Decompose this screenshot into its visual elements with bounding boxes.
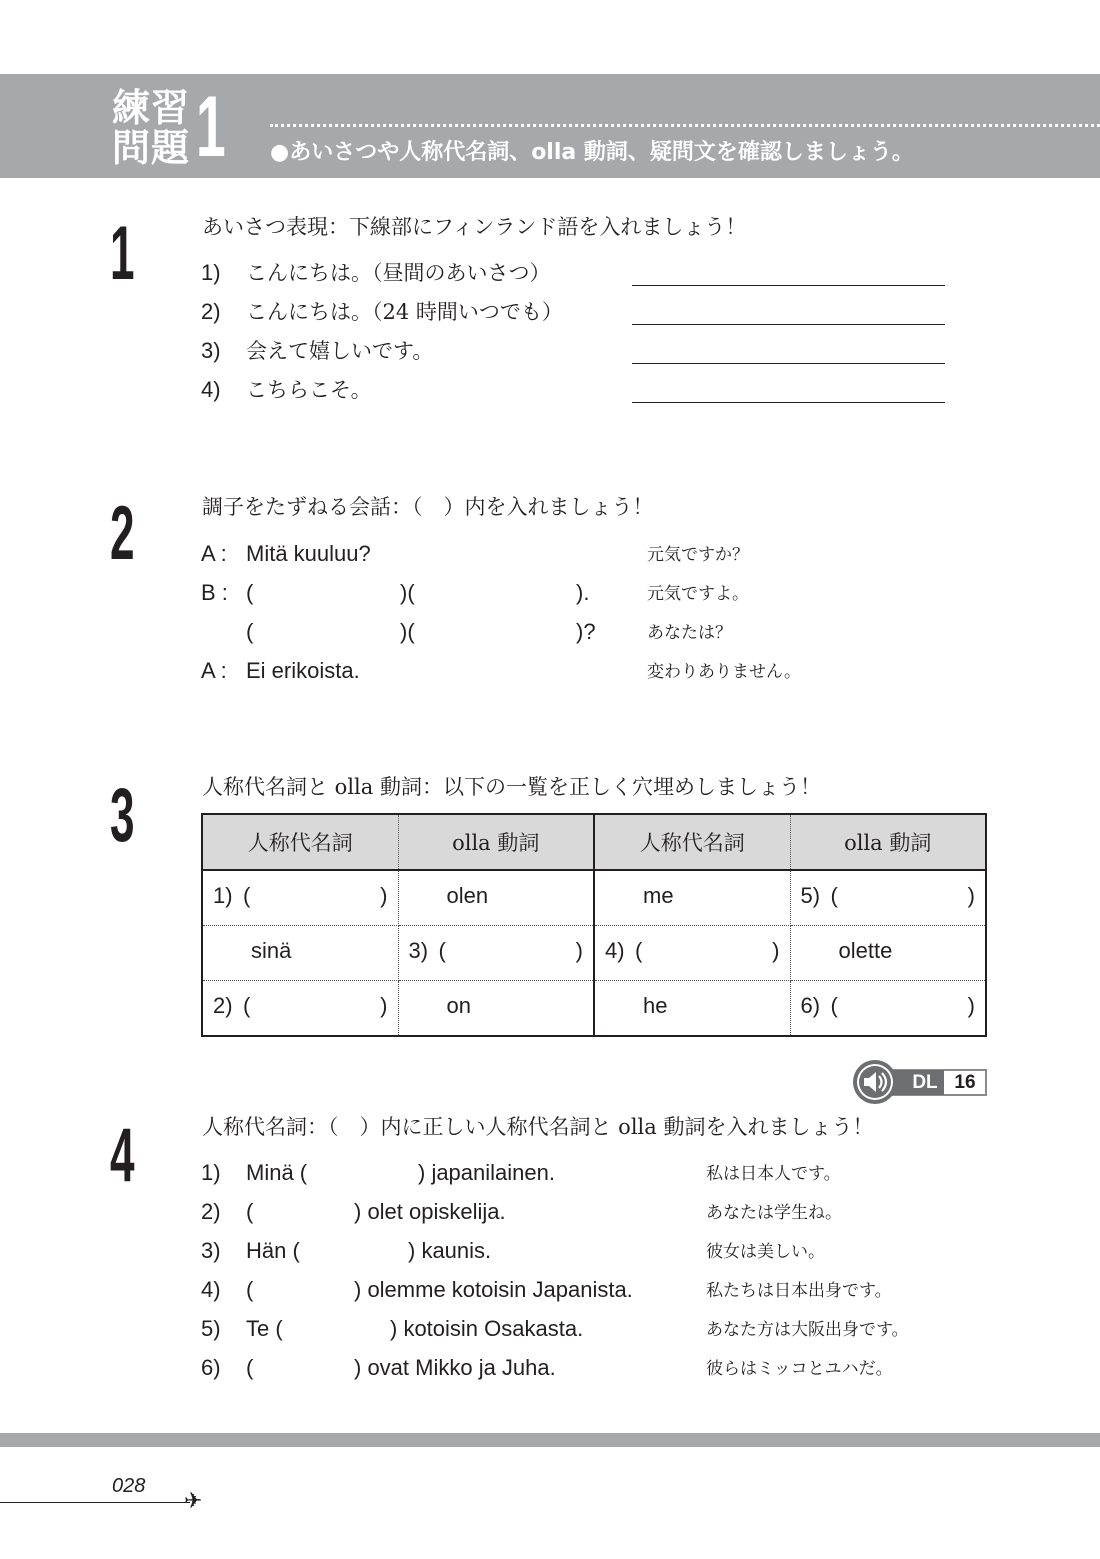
table-row [202, 926, 986, 981]
table-cell [594, 870, 790, 926]
s1-item-3-answer-line[interactable] [632, 363, 945, 364]
pronoun-verb-table [201, 813, 987, 1037]
cell-word: sinä [251, 938, 292, 963]
s1-item-2-answer-line[interactable] [632, 324, 945, 325]
s4-item-2-translation: あなたは学生ね。 [706, 1203, 842, 1223]
table-cell-blank[interactable] [202, 981, 398, 1037]
table-cell-blank[interactable] [202, 870, 398, 926]
s2-line-1-translation: 元気ですか？ [647, 545, 749, 565]
table-cell [790, 926, 986, 981]
s2-line-4-translation: 変わりありません。 [647, 662, 802, 682]
table-row [202, 981, 986, 1037]
cell-number: 4) [605, 938, 625, 963]
s4-item-3-post: ) kaunis. [408, 1238, 492, 1263]
s2-line-2-speaker: B : [201, 580, 228, 605]
s2-line-2-mid-paren[interactable]: )( [400, 580, 415, 605]
s2-line-4-text: Ei erikoista. [246, 658, 360, 683]
table-row [202, 870, 986, 926]
airplane-icon: ✈ [184, 1489, 203, 1514]
cell-number: 5) [800, 883, 821, 908]
cell-number: 3) [408, 938, 429, 963]
table-cell [398, 870, 594, 926]
footer-band [0, 1433, 1100, 1447]
cell-number: 2) [213, 993, 233, 1018]
section-1-title: あいさつ表現：下線部にフィンランド語を入れましょう！ [202, 215, 747, 239]
s4-item-6-post: ) ovat Mikko ja Juha. [354, 1355, 556, 1380]
s2-line-3-open-paren: ( [246, 619, 254, 644]
s1-item-4-answer-line[interactable] [632, 402, 945, 403]
s4-item-5-post: ) kotoisin Osakasta. [390, 1316, 584, 1341]
s1-item-3-num: 3) [201, 338, 221, 363]
cell-word: olen [446, 883, 489, 908]
section-4-title: 人称代名詞：（ ）内に正しい人称代名詞と olla 動詞を入れましょう！ [202, 1115, 874, 1139]
section-2-title: 調子をたずねる会話：（ ）内を入れましょう！ [202, 495, 654, 519]
table-header-pronoun: 人称代名詞 [594, 814, 790, 870]
cell-open-paren: ( [635, 938, 643, 963]
header-word-problem: 問題 [112, 126, 191, 170]
section-number-3: 3 [110, 773, 135, 858]
s2-line-3-mid-paren[interactable]: )( [400, 619, 415, 644]
dl-label: DL [912, 1072, 938, 1093]
table-header-row [202, 814, 986, 870]
s4-item-3-translation: 彼女は美しい。 [706, 1242, 825, 1262]
cell-open-paren: ( [243, 993, 251, 1018]
s4-item-5-pre: Te ( [246, 1316, 283, 1341]
s1-item-4-text: こちらこそ。 [246, 378, 372, 402]
s4-item-5-num: 5) [201, 1316, 221, 1341]
s4-item-6-translation: 彼らはミッコとユハだ。 [706, 1359, 893, 1379]
s4-item-1-post: ) japanilainen. [418, 1160, 555, 1185]
s2-line-2-translation: 元気ですよ。 [647, 584, 749, 604]
table-header-verb: olla 動詞 [790, 814, 986, 870]
table-cell-blank[interactable] [790, 981, 986, 1037]
s1-item-1-num: 1) [201, 260, 221, 285]
s1-item-3-text: 会えて嬉しいです。 [246, 339, 434, 363]
s4-item-5-translation: あなた方は大阪出身です。 [706, 1320, 909, 1340]
header-word-practice: 練習 [112, 86, 191, 130]
cell-open-paren: ( [830, 883, 838, 908]
cell-open-paren: ( [243, 883, 251, 908]
table-cell [594, 981, 790, 1037]
section-number-2: 2 [110, 491, 135, 576]
s4-item-2-post: ) olet opiskelija. [354, 1199, 506, 1224]
section-number-1: 1 [110, 211, 135, 296]
table-cell [398, 981, 594, 1037]
cell-open-paren: ( [830, 993, 838, 1018]
cell-close-paren: ) [380, 883, 388, 908]
s4-item-1-translation: 私は日本人です。 [706, 1164, 841, 1184]
header-subtitle: ●あいさつや人称代名詞、olla 動詞、疑問文を確認しましょう。 [270, 140, 914, 165]
s4-item-6-pre: ( [246, 1355, 254, 1380]
cell-number: 6) [800, 993, 821, 1018]
header-dotted-divider [270, 124, 1100, 127]
cell-word: he [643, 993, 668, 1018]
s1-item-4-num: 4) [201, 377, 221, 402]
s1-item-2-text: こんにちは。（24 時間いつでも） [246, 300, 563, 324]
cell-open-paren: ( [438, 938, 446, 963]
s2-line-1-speaker: A : [201, 541, 227, 566]
cell-word: olette [838, 938, 893, 963]
cell-word: on [446, 993, 471, 1018]
s4-item-3-pre: Hän ( [246, 1238, 300, 1263]
page-number-rule [0, 1502, 190, 1503]
table-header-verb: olla 動詞 [398, 814, 594, 870]
s2-line-3-translation: あなたは？ [647, 623, 732, 643]
s4-item-4-translation: 私たちは日本出身です。 [706, 1281, 892, 1301]
s4-item-2-num: 2) [201, 1199, 221, 1224]
s1-item-1-answer-line[interactable] [632, 285, 945, 286]
header-number: 1 [196, 79, 226, 175]
s4-item-4-post: ) olemme kotoisin Japanista. [354, 1277, 633, 1302]
cell-close-paren: ) [772, 938, 780, 963]
download-audio-badge[interactable] [852, 1059, 988, 1105]
cell-close-paren: ) [575, 938, 583, 963]
s4-item-6-num: 6) [201, 1355, 221, 1380]
cell-close-paren: ) [380, 993, 388, 1018]
s4-item-1-pre: Minä ( [246, 1160, 308, 1185]
s1-item-1-text: こんにちは。（昼間のあいさつ） [246, 261, 551, 285]
dl-track-number: 16 [954, 1072, 976, 1093]
cell-close-paren: ) [967, 883, 975, 908]
s4-item-2-pre: ( [246, 1199, 254, 1224]
s1-item-2-num: 2) [201, 299, 221, 324]
s2-line-2-close-paren[interactable]: ). [576, 580, 590, 605]
s4-item-1-num: 1) [201, 1160, 221, 1185]
table-cell-blank[interactable] [594, 926, 790, 981]
page-number: 028 [112, 1475, 146, 1497]
s4-item-4-num: 4) [201, 1277, 221, 1302]
s2-line-4-speaker: A : [201, 658, 227, 683]
cell-word: me [643, 883, 674, 908]
s4-item-3-num: 3) [201, 1238, 221, 1263]
cell-close-paren: ) [967, 993, 975, 1018]
s4-item-4-pre: ( [246, 1277, 254, 1302]
s2-line-3-close-paren[interactable]: )? [576, 619, 596, 644]
table-cell-blank[interactable] [398, 926, 594, 981]
table-cell-blank[interactable] [790, 870, 986, 926]
cell-number: 1) [213, 883, 233, 908]
table-cell [202, 926, 398, 981]
s2-line-2-open-paren: ( [246, 580, 254, 605]
s2-line-1-text: Mitä kuuluu? [246, 541, 371, 566]
table-header-pronoun: 人称代名詞 [202, 814, 398, 870]
section-number-4: 4 [110, 1113, 135, 1198]
section-3-title: 人称代名詞と olla 動詞：以下の一覧を正しく穴埋めしましょう！ [202, 775, 821, 799]
